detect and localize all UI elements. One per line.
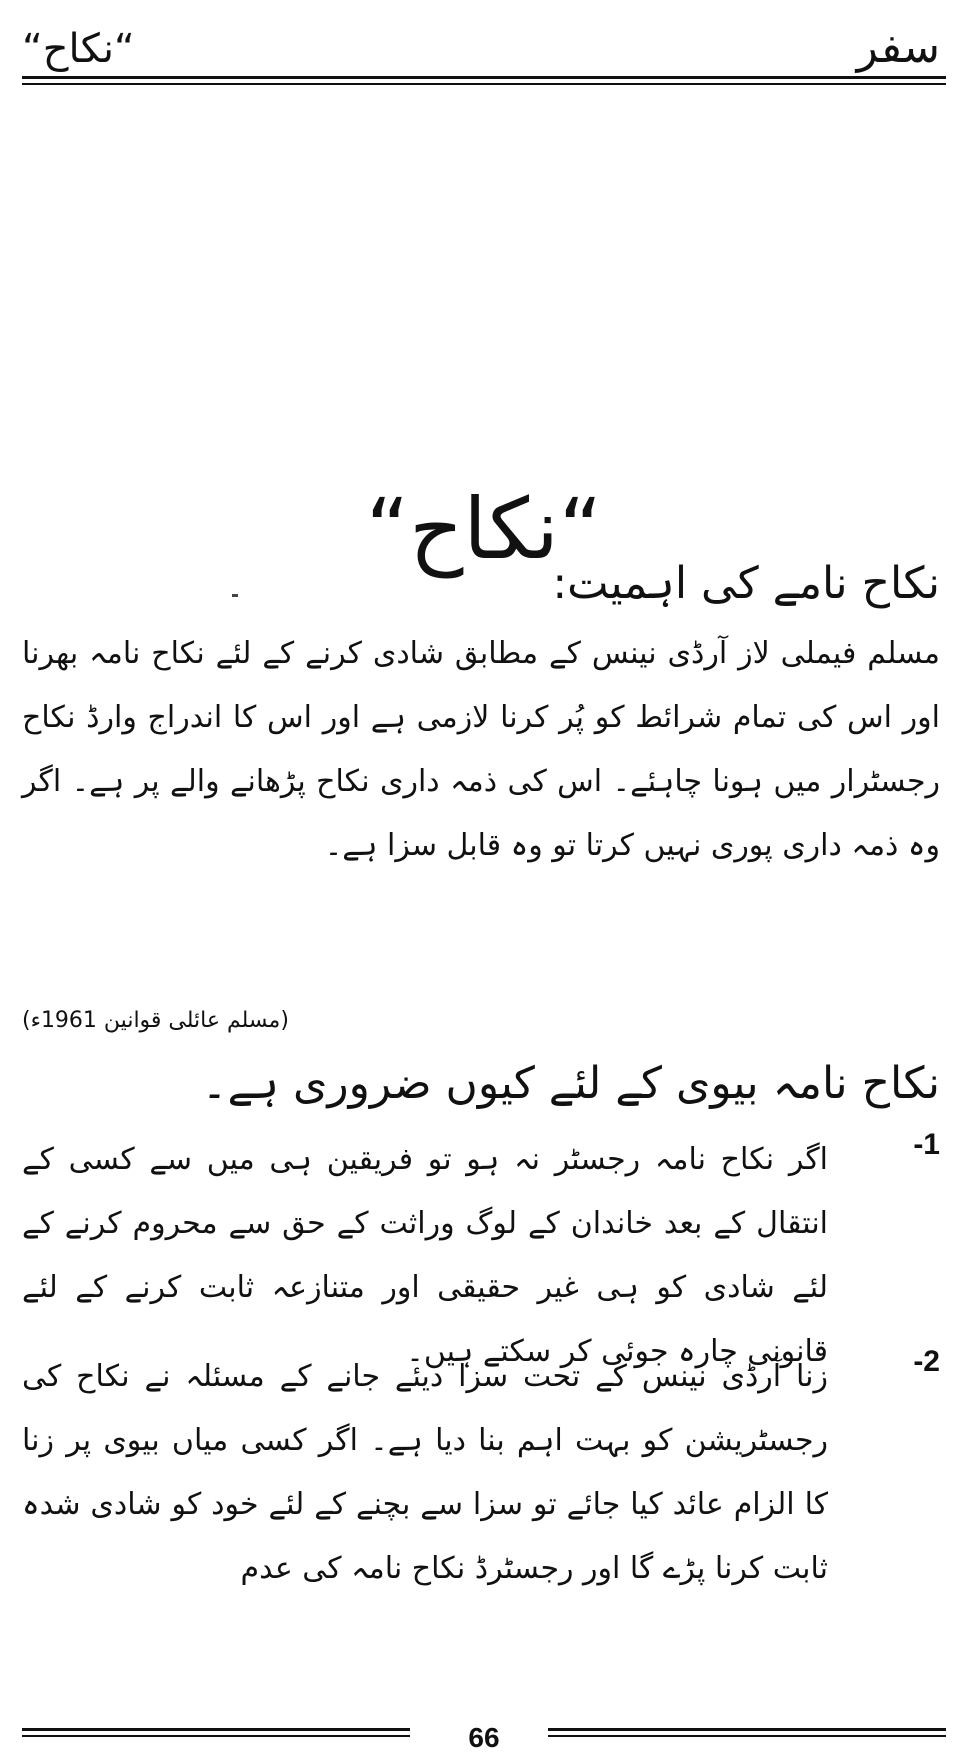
header-rule-bottom <box>22 83 946 85</box>
chapter-title: “نکاح“ <box>365 480 603 578</box>
print-speck <box>232 594 238 597</box>
header-rule-top <box>22 76 946 79</box>
section-heading-importance: نکاح نامے کی اہمیت: <box>552 558 940 609</box>
list-item-number: -2 <box>913 1345 940 1378</box>
list-item-text: زنا آرڈی نینس کے تحت سزا دیئے جانے کے مسئلہ نے نکاح کی رجسٹریشن کو بہت اہم بنا دیا ہے۔ اگر کسی میاں بیوی پر زنا کا الزام عائد کیا جائے تو سزا سے بچنے کے لئے خود کو شادی شدہ ثابت کرنا پڑے گا اور رجسٹرڈ نکاح نامہ کی عدم <box>22 1359 828 1586</box>
importance-paragraph: مسلم فیملی لاز آرڈی نینس کے مطابق شادی کرنے کے لئے نکاح نامہ بھرنا اور اس کی تمام شرائط کو پُر کرنا لازمی ہے اور اس کا اندراج وارڈ نکاح رجسٹرار میں ہونا چاہئے۔ اس کی ذمہ داری نکاح پڑھانے والے پر ہے۔ اگر وہ ذمہ داری پوری نہیں کرتا تو وہ قابل سزا ہے۔ <box>22 636 940 863</box>
law-citation: (مسلم عائلی قوانین 1961ء) <box>22 1008 289 1033</box>
list-item-text: اگر نکاح نامہ رجسٹر نہ ہو تو فریقین ہی میں سے کسی کے انتقال کے بعد خاندان کے لوگ وراثت کے حق سے محروم کرنے کے لئے شادی کو ہی غیر حقیقی اور متنازعہ ثابت کرنے کے لئے قانونی چارہ جوئی کر سکتے ہیں۔ <box>22 1142 828 1369</box>
section-heading-why-necessary: نکاح نامہ بیوی کے لئے کیوں ضروری ہے۔ <box>201 1058 940 1109</box>
list-item-number: -1 <box>913 1128 940 1161</box>
running-header-chapter: “نکاح“ <box>22 26 135 72</box>
list-item <box>22 1345 940 1601</box>
running-header-book-title: سفر <box>856 22 940 73</box>
page-number: 66 <box>468 1722 500 1753</box>
